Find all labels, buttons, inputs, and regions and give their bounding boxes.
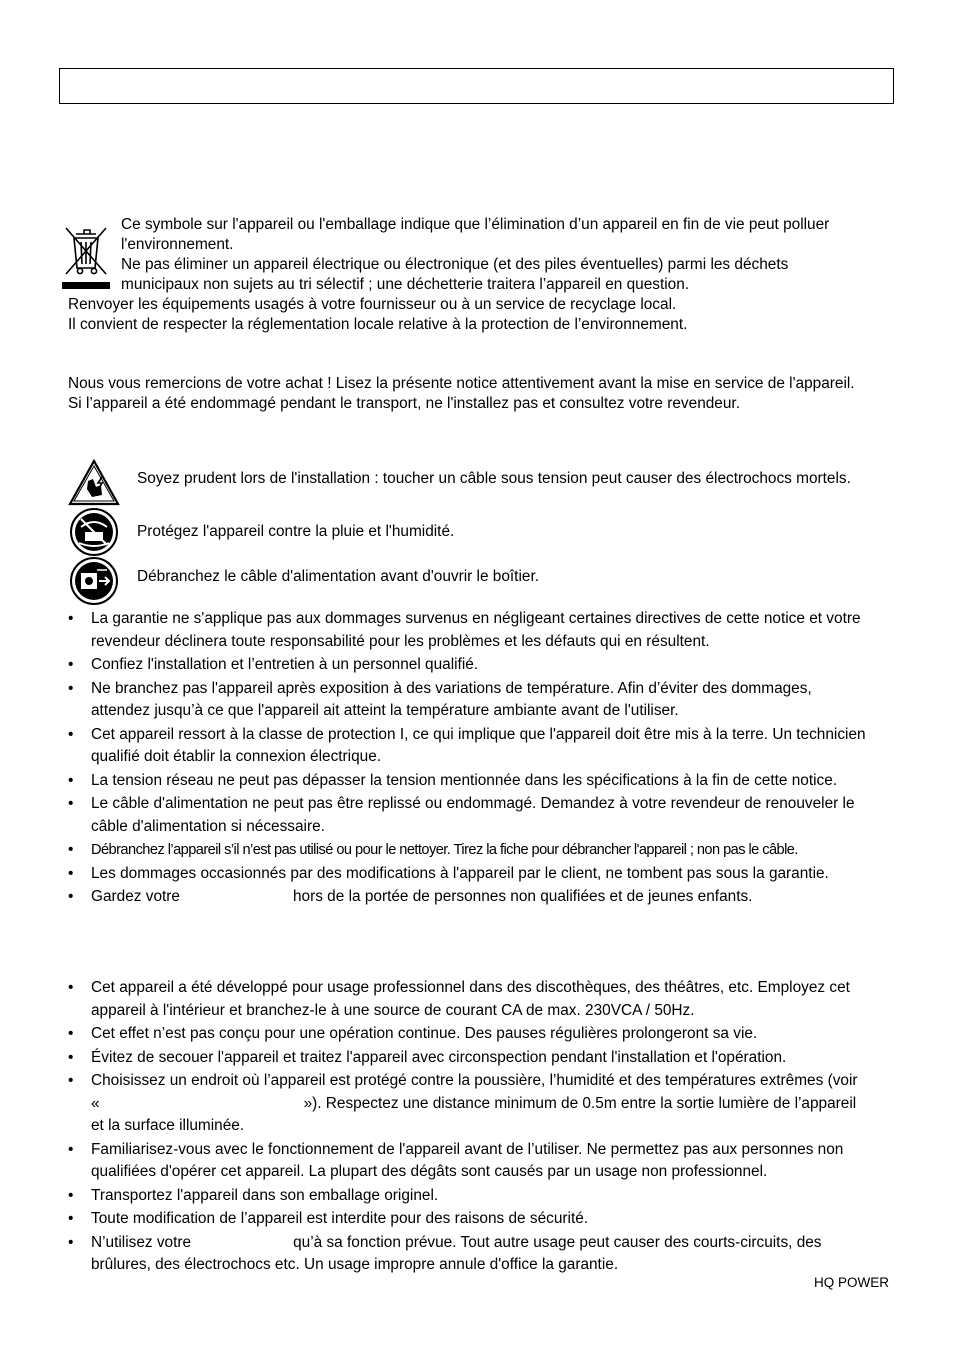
list-item: • Cet appareil ressort à la classe de protection I, ce qui implique que l'appareil doit être mis à la terre. Un technicien qualifié doit établir la connexion électrique. xyxy=(68,725,866,765)
header-box xyxy=(59,68,894,104)
list-item: • Gardez votre hors de la portée de personnes non qualifiées et de jeunes enfants. xyxy=(68,888,753,905)
list-item: • Le câble d'alimentation ne peut pas être replissé ou endommagé. Demandez à votre revendeur de renouveler le câble d'alimentation si nécessaire. xyxy=(68,795,855,835)
disposal-text-3: Ne pas éliminer un appareil électrique ou électronique (et des piles éventuelles) parmi les déchets xyxy=(121,256,789,273)
intro-text-2: Si l’appareil a été endommagé pendant le transport, ne l'installez pas et consultez votre revendeur. xyxy=(68,395,740,412)
footer-brand: HQ POWER xyxy=(814,1275,890,1290)
warning-rain-text: Protégez l'appareil contre la pluie et l'humidité. xyxy=(137,523,455,540)
crossed-bin-icon xyxy=(62,224,110,290)
list-item: • Cet appareil a été développé pour usage professionnel dans des discothèques, des théâtres, etc. Employez cet appareil à l'intérieur et branchez-le à une source de courant CA de max. 230VCA / 50Hz. xyxy=(68,979,850,1019)
list-item: • Ne branchez pas l'appareil après exposition à des variations de température. Afin d’éviter des dommages, attendez jusqu’à ce que l'appareil ait atteint la température ambiante avant de l'utiliser. xyxy=(68,679,812,719)
list-item: • Confiez l'installation et l’entretien à un personnel qualifié. xyxy=(68,656,479,673)
safety-list xyxy=(68,608,866,910)
list-item: • Évitez de secouer l'appareil et traitez l'appareil avec circonspection pendant l'installation et l'opération. xyxy=(68,1048,787,1066)
list-item: • Choisissez un endroit où l’appareil est protégé contre la poussière, l’humidité et des températures extrêmes (voir « »). Respectez une distance minimum de 0.5m entre la sortie lumière de l’appareil et la surface illuminée. xyxy=(68,1072,858,1134)
disposal-text-2: l'environnement. xyxy=(121,236,234,253)
intro-text-1: Nous vous remercions de votre achat ! Lisez la présente notice attentivement avant la mise en service de l'appareil. xyxy=(68,375,855,392)
list-item: • Familiarisez-vous avec le fonctionnement de l'appareil avant de l’utiliser. Ne permettez pas aux personnes non qualifiées d'opérer cet appareil. La plupart des dégâts sont causés par un usage non professionnel. xyxy=(68,1140,844,1180)
disposal-text-1: Ce symbole sur l'appareil ou l'emballage indique que l’élimination d’un appareil en fin de vie peut polluer xyxy=(121,216,830,233)
disposal-text-5: Renvoyer les équipements usagés à votre fournisseur ou à un service de recyclage local. xyxy=(68,296,677,313)
list-item: • La tension réseau ne peut pas dépasser la tension mentionnée dans les spécifications à la fin de cette notice. xyxy=(68,771,838,789)
electric-shock-warning-icon xyxy=(68,459,120,507)
list-item: • Transportez l'appareil dans son emballage originel. xyxy=(68,1186,439,1204)
list-item: • Les dommages occasionnés par des modifications à l'appareil par le client, ne tombent pas sous la garantie. xyxy=(68,864,829,882)
warning-unplug-text: Débranchez le câble d'alimentation avant d'ouvrir le boîtier. xyxy=(137,568,539,585)
list-item: • Toute modification de l’appareil est interdite pour des raisons de sécurité. xyxy=(68,1210,589,1227)
warning-shock-text: Soyez prudent lors de l'installation : toucher un câble sous tension peut causer des électrochocs mortels. xyxy=(137,470,851,487)
disposal-text-6: Il convient de respecter la réglementation locale relative à la protection de l’environnement. xyxy=(68,316,688,333)
disposal-text-4: municipaux non sujets au tri sélectif ; une déchetterie traitera l’appareil en question. xyxy=(121,276,690,293)
unplug-icon xyxy=(69,556,119,606)
list-item: • N’utilisez votre qu’à sa fonction prévue. Tout autre usage peut causer des courts-circuits, des brûlures, des électrochocs etc. Un usage impropre annule d'office la garantie. xyxy=(68,1233,822,1273)
list-item: • La garantie ne s'applique pas aux dommages survenus en négligeant certaines directives de cette notice et votre revendeur déclinera toute responsabilité pour les problèmes et les défauts qui en résultent. xyxy=(68,610,861,650)
no-rain-icon xyxy=(69,507,119,557)
usage-list xyxy=(68,977,858,1278)
list-item: • Débranchez l’appareil s’il n’est pas utilisé ou pour le nettoyer. Tirez la fiche pour débrancher l'appareil ; non pas le câble. xyxy=(68,841,798,858)
list-item: • Cet effet n’est pas conçu pour une opération continue. Des pauses régulières prolongeront sa vie. xyxy=(68,1025,758,1042)
